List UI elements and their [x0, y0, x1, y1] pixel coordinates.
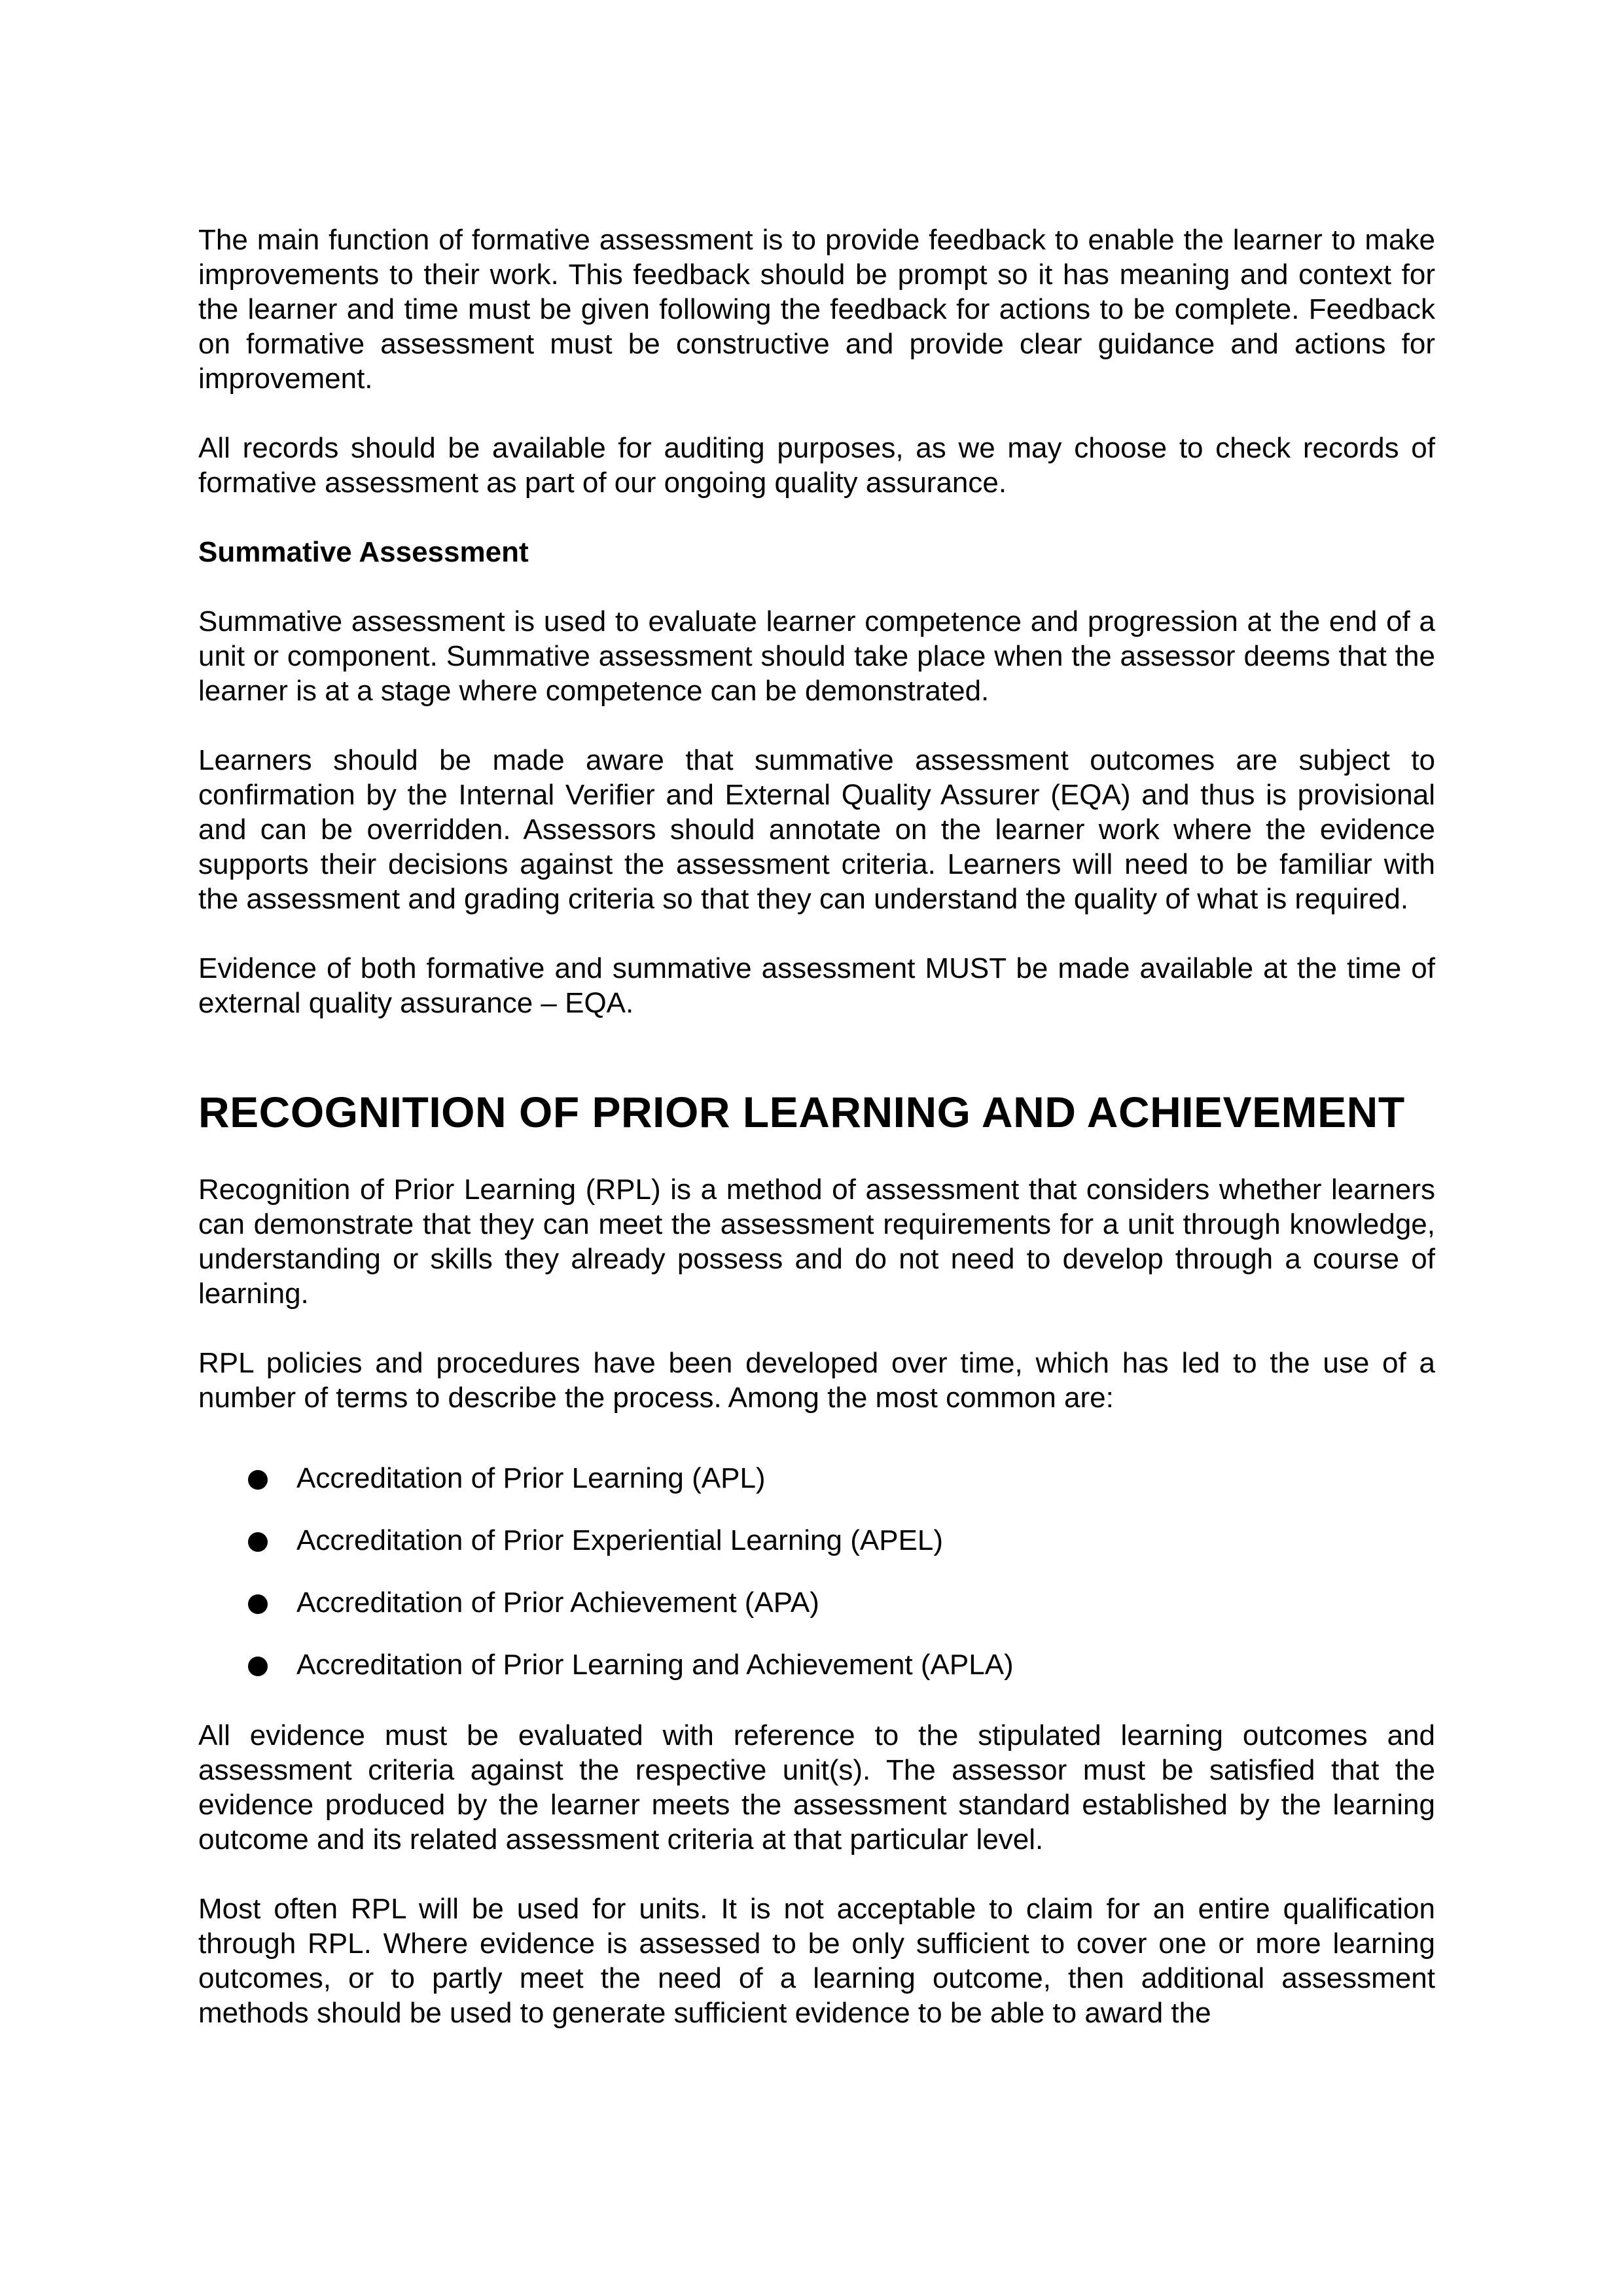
summative-assessment-heading: Summative Assessment: [198, 536, 529, 568]
rpl-terms-paragraph: RPL policies and procedures have been developed over time, which has led to the use of a number of terms to describe the process. Among the most common are:: [198, 1347, 1435, 1414]
formative-feedback-paragraph: The main function of formative assessment is to provide feedback to enable the learner to make improvements to their work. This feedback should be prompt so it has meaning and context for the learner and time must be given following the feedback for actions to be complete. Feedback on formative assessment must be constructive and provide clear guidance and actions for improvement.: [198, 224, 1435, 395]
bullet-icon: [248, 1594, 268, 1614]
list-item: Accreditation of Prior Achievement (APA): [198, 1585, 1435, 1620]
auditing-records-paragraph: All records should be available for auditing purposes, as we may choose to check records of formative assessment as part of our ongoing quality assurance.: [198, 432, 1435, 499]
summative-confirmation-paragraph: Learners should be made aware that summative assessment outcomes are subject to confirmation by the Internal Verifier and External Quality Assurer (EQA) and thus is provisional and can be overridden. Assessors should annotate on the learner work where the evidence supports their decisions against the assessment criteria. Learners will need to be familiar with the assessment and grading criteria so that they can understand the quality of what is required.: [198, 744, 1435, 915]
list-item: Accreditation of Prior Experiential Learning (APEL): [198, 1523, 1435, 1558]
list-item: Accreditation of Prior Learning and Achievement (APLA): [198, 1647, 1435, 1682]
rpl-section-heading: RECOGNITION OF PRIOR LEARNING AND ACHIEVEMENT: [198, 1088, 1405, 1136]
summative-definition-paragraph: Summative assessment is used to evaluate learner competence and progression at the end of a unit or component. Summative assessment should take place when the assessor deems that the learner is at a stage where competence can be demonstrated.: [198, 605, 1435, 707]
bullet-icon: [248, 1470, 268, 1490]
list-item: Accreditation of Prior Learning (APL): [198, 1461, 1435, 1496]
evidence-eqa-paragraph: Evidence of both formative and summative assessment MUST be made available at the time of external quality assurance – EQA.: [198, 952, 1435, 1019]
document-page: [198, 223, 1435, 2030]
evidence-evaluation-paragraph: All evidence must be evaluated with reference to the stipulated learning outcomes and assessment criteria against the respective unit(s). The assessor must be satisfied that the evidence produced by the learner meets the assessment standard established by the learning outcome and its related assessment criteria at that particular level.: [198, 1719, 1435, 1856]
bullet-icon: [248, 1657, 268, 1676]
rpl-units-paragraph: Most often RPL will be used for units. It is not acceptable to claim for an entire qualification through RPL. Where evidence is assessed to be only sufficient to cover one or more learning outcomes, or to partly meet the need of a learning outcome, then additional assessment methods should be used to generate sufficient evidence to be able to award the: [198, 1893, 1435, 2029]
rpl-terms-list: [198, 1461, 1435, 1682]
rpl-definition-paragraph: Recognition of Prior Learning (RPL) is a method of assessment that considers whether learners can demonstrate that they can meet the assessment requirements for a unit through knowledge, understanding or skills they already possess and do not need to develop through a course of learning.: [198, 1174, 1435, 1310]
bullet-icon: [248, 1532, 268, 1552]
